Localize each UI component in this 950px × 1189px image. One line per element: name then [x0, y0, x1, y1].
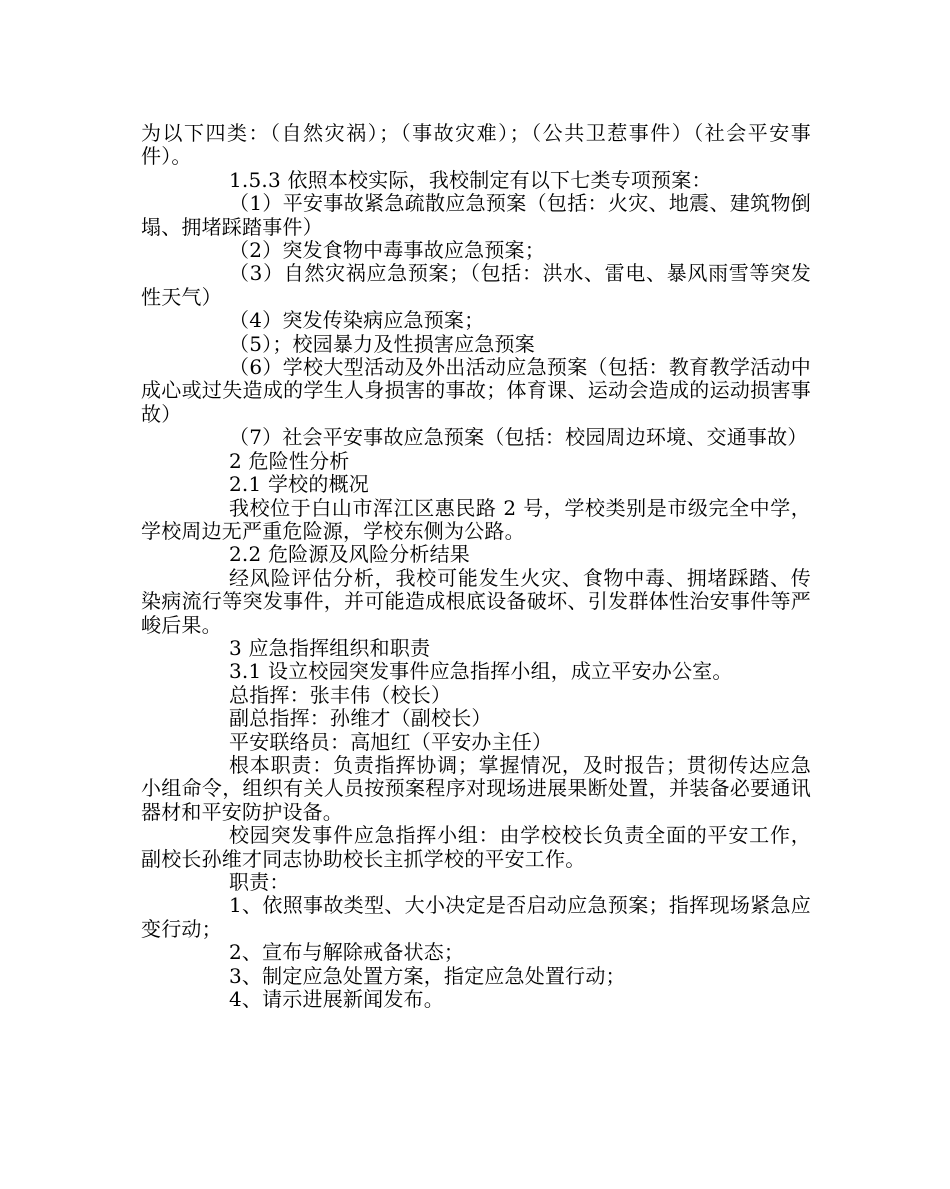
subsection-heading: 2.1 学校的概况 [229, 472, 369, 497]
subsection-heading: 3.1 设立校园突发事件应急指挥小组，成立平安办公室。 [229, 659, 733, 684]
paragraph: （3）自然灾祸应急预案；（包括：洪水、雷电、暴风雨雪等突发性天气） [141, 261, 811, 309]
paragraph: （5）；校园暴力及性损害应急预案 [229, 331, 535, 356]
paragraph: （6）学校大型活动及外出活动应急预案（包括：教育教学活动中成心或过失造成的学生人身损害的事故；体育课、运动会造成的运动损害事故） [141, 355, 811, 426]
paragraph: 总指挥：张丰伟（校长） [229, 682, 452, 707]
list-item: 2、宣布与解除戒备状态； [229, 940, 465, 965]
paragraph: 职责： [229, 870, 290, 894]
paragraph: 经风险评估分析，我校可能发生火灾、食物中毒、拥堵踩踏、传染病流行等突发事件，并可能造成根底设备破坏、引发群体性治安事件等严峻后果。 [141, 565, 811, 637]
list-item: 4、请示进展新闻发布。 [229, 987, 444, 1012]
paragraph: 副总指挥：孙维才（副校长） [229, 706, 492, 731]
paragraph: 1.5.3 依照本校实际，我校制定有以下七类专项预案： [229, 167, 712, 192]
document-page [141, 122, 811, 1011]
paragraph: （1）平安事故紧急疏散应急预案（包括：火灾、地震、建筑物倒塌、拥堵踩踏事件） [141, 191, 811, 239]
paragraph: 平安联络员：高旭红（平安办主任） [229, 729, 553, 754]
paragraph: （4）突发传染病应急预案； [229, 308, 485, 333]
paragraph: 我校位于白山市浑江区惠民路 2 号，学校类别是市级完全中学，学校周边无严重危险源，学校东侧为公路。 [141, 495, 811, 543]
paragraph: （7）社会平安事故应急预案（包括：校园周边环境、交通事故） [229, 425, 808, 450]
paragraph: 为以下四类：（自然灾祸）；（事故灾难）；（公共卫惹事件）（社会平安事件）。 [141, 121, 811, 169]
paragraph: 校园突发事件应急指挥小组：由学校校长负责全面的平安工作，副校长孙维才同志协助校长主抓学校的平安工作。 [141, 823, 811, 871]
paragraph: （2）突发食物中毒事故应急预案； [229, 238, 545, 263]
list-item: 1、依照事故类型、大小决定是否启动应急预案；指挥现场紧急应变行动； [141, 893, 811, 941]
paragraph: 根本职责：负责指挥协调；掌握情况，及时报告；贯彻传达应急小组命令，组织有关人员按预案程序对现场进展果断处置，并装备必要通讯器材和平安防护设备。 [141, 752, 811, 824]
list-item: 3、制定应急处置方案，指定应急处置行动； [229, 963, 626, 988]
section-heading: 2 危险性分析 [229, 448, 350, 473]
section-heading: 3 应急指挥组织和职责 [229, 635, 431, 660]
subsection-heading: 2.2 危险源及风险分析结果 [229, 542, 470, 567]
